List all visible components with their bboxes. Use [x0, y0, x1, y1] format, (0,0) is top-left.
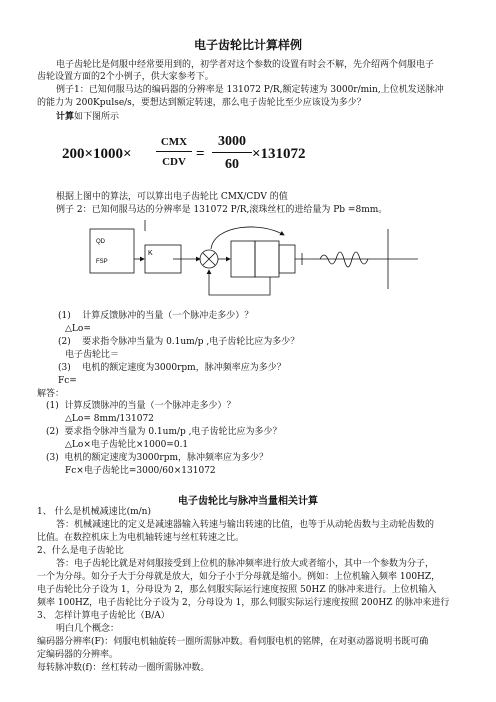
feedback-arc	[211, 227, 284, 249]
controller-box	[90, 229, 134, 273]
label-fsp: FSP	[96, 259, 108, 265]
calc-rest: 如下图所示	[74, 112, 120, 122]
s3-body-3: 每转脉冲数(f)：丝杠转动一圈所需脉冲数。	[37, 663, 210, 673]
s1-head: 1、 什么是机械减速比(m/n)	[37, 507, 151, 517]
answer-3: (3) 电机的额定速度为3000rpm，脉冲频率应为多少？	[46, 453, 268, 463]
answer-1-result: △Lo= 8mm/131072	[65, 414, 154, 424]
formula-denominator: 60	[225, 157, 239, 172]
formula-cmx: CMX	[160, 136, 188, 148]
gear-box-right	[255, 241, 279, 277]
formula-equals: =	[196, 146, 205, 162]
formula-cdv: CDV	[162, 156, 186, 168]
s3-body-1: 编码器分辨率(F)：伺服电机轴旋转一圈所需脉冲数。看伺服电机的铭牌，在对驱动器说明书既可确	[37, 637, 429, 647]
motor-box	[279, 245, 295, 273]
example2: 例子 2：已知伺服马达的分辨率是 131072 P/R,滚珠丝杠的进给量为 Pb =8mm。	[56, 205, 388, 215]
formula-fraction-bar-2	[212, 152, 252, 153]
intro-line-2: 齿轮设置方面的2个小例子，供大家参考下。	[37, 72, 214, 82]
question-2-blank: 电子齿轮比＝	[65, 350, 120, 360]
question-3-blank: Fc=	[58, 376, 77, 386]
s2-body-3: 电子齿轮比分子设为 1，分母设为 2，那么伺服实际运行速度按照 50HZ 的脉冲来进行。上位机输入	[37, 585, 437, 595]
example1-line-2: 的能力为 200Kpulse/s，要想达到额定转速，那么电子齿轮比至少应该设为多少？	[37, 98, 366, 108]
answer-2: (2) 要求指令脉冲当量为 0.1um/p ,电子齿轮比应为多少？	[46, 427, 282, 437]
s2-body-2: 一个为分母。如分子大于分母就是放大，如分子小于分母就是缩小。例如：上位机输入频率 100HZ，	[37, 572, 441, 582]
s3-body-2: 定编码器的分辨率。	[37, 650, 119, 660]
servo-block-diagram	[88, 217, 428, 301]
question-1-blank: △Lo=	[65, 324, 91, 334]
answer-1: (1) 计算反馈脉冲的当量（一个脉冲走多少）？	[46, 401, 236, 411]
intro-line-1: 电子齿轮比是伺服中经常要用到的，初学者对这个参数的设置有时会不解，先介绍两个伺服电子	[56, 60, 435, 70]
formula-left: 200×1000×	[62, 146, 132, 162]
s1-body-2: 比值。在数控机床上为电机轴转速与丝杠转速之比。	[37, 533, 245, 543]
example1-line-1: 例子1：已知伺服马达的编码器的分辨率是 131072 P/R,额定转速为 3000r/min,上位机发送脉冲	[56, 85, 444, 95]
label-qd: QD	[96, 239, 105, 245]
calc-line	[56, 112, 119, 123]
answer-2-result: △Lo×电子齿轮比×1000=0.1	[65, 440, 189, 450]
s2-head: 2、什么是电子齿轮比	[37, 546, 124, 556]
answer-label: 解答：	[37, 389, 65, 399]
section2-title: 电子齿轮比与脉冲当量相关计算	[178, 496, 318, 507]
answer-3-result: Fc×电子齿轮比=3000/60×131072	[65, 466, 216, 476]
calc-label: 计算	[56, 112, 75, 122]
formula-numerator: 3000	[218, 134, 246, 149]
output-wave	[320, 252, 368, 267]
gear-box-left	[231, 241, 255, 277]
s3-sub: 明白几个概念：	[56, 624, 120, 634]
formula-fraction-bar-1	[156, 151, 192, 152]
formula-right: ×131072	[252, 146, 306, 162]
s1-body-1: 答：机械减速比的定义是减速器输入转速与输出转速的比值，也等于从动轮齿数与主动轮齿数的	[56, 520, 435, 530]
s3-head: 3、 怎样计算电子齿轮比（B/A）	[37, 611, 170, 621]
after-formula: 根据上图中的算法，可以算出电子齿轮比 CMX/CDV 的值	[56, 192, 288, 202]
s2-body-4: 频率 100HZ，电子齿轮比分子设为 2，分母设为 1，那么伺服实际运行速度按照 200HZ 的脉冲来进行	[37, 598, 450, 608]
question-1: (1) 计算反馈脉冲的当量（一个脉冲走多少）？	[58, 311, 254, 321]
label-k: K	[148, 250, 153, 257]
feedback-line	[209, 270, 270, 295]
question-3: (3) 电机的额定速度为3000rpm，脉冲频率应为多少？	[58, 363, 286, 373]
page-title: 电子齿轮比计算样例	[193, 38, 302, 52]
question-2: (2) 要求指令脉冲当量为 0.1um/p ,电子齿轮比应为多少？	[58, 337, 300, 347]
s2-body-1: 答：电子齿轮比就是对伺服接受到上位机的脉冲频率进行放大或者缩小，其中一个参数为分子，	[56, 559, 435, 569]
